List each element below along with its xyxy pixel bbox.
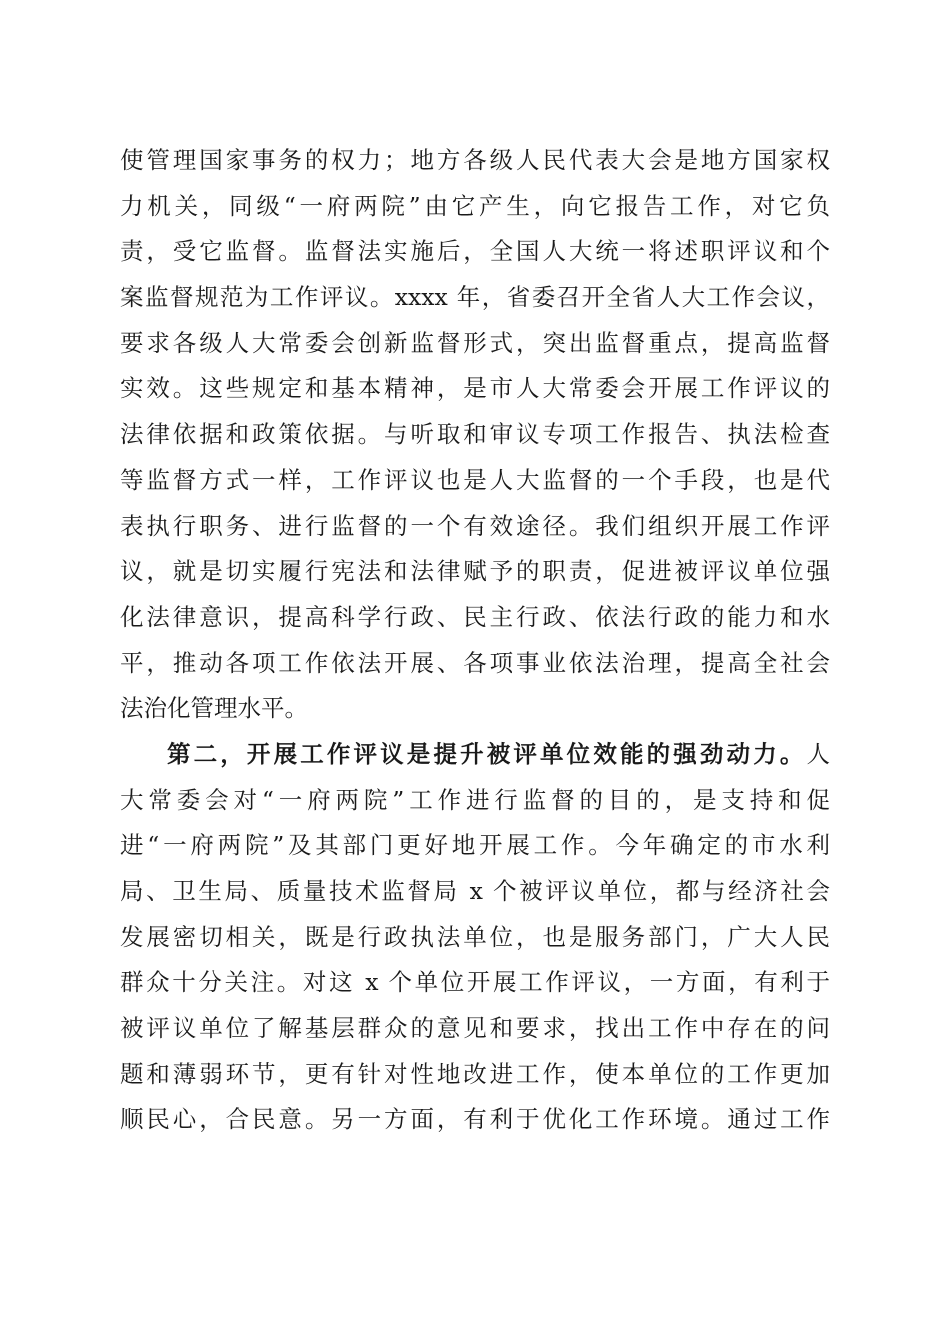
paragraph-line: 表执行职务、进行监督的一个有效途径。我们组织开展工作评 <box>120 511 830 540</box>
paragraph-line: 法律依据和政策依据。与听取和审议专项工作报告、执法检查 <box>120 420 830 449</box>
paragraph-line: 化法律意识，提高科学行政、民主行政、依法行政的能力和水 <box>120 602 830 631</box>
paragraph-2 <box>120 732 830 1143</box>
paragraph-line: 案监督规范为工作评议。xxxx 年，省委召开全省人大工作会议， <box>120 283 830 312</box>
paragraph-line: 等监督方式一样，工作评议也是人大监督的一个手段，也是代 <box>120 465 830 494</box>
paragraph-line: 题和薄弱环节，更有针对性地改进工作，使本单位的工作更加 <box>120 1059 830 1088</box>
paragraph-line: 实效。这些规定和基本精神，是市人大常委会开展工作评议的 <box>120 374 830 403</box>
paragraph-heading: 第二，开展工作评议是提升被评单位效能的强劲动力。 <box>167 739 807 768</box>
paragraph-line: 法治化管理水平。 <box>120 694 308 723</box>
paragraph-line: 群众十分关注。对这 x 个单位开展工作评议，一方面，有利于 <box>120 968 830 997</box>
paragraph-line: 顺民心，合民意。另一方面，有利于优化工作环境。通过工作 <box>120 1105 830 1134</box>
paragraph-line: 议，就是切实履行宪法和法律赋予的职责，促进被评议单位强 <box>120 557 830 586</box>
paragraph-line: 平，推动各项工作依法开展、各项事业依法治理，提高全社会 <box>120 648 830 677</box>
paragraph-line: 被评议单位了解基层群众的意见和要求，找出工作中存在的问 <box>120 1014 830 1043</box>
paragraph-line: 使管理国家事务的权力；地方各级人民代表大会是地方国家权 <box>120 146 830 174</box>
paragraph-line: 要求各级人大常委会创新监督形式，突出监督重点，提高监督 <box>120 328 830 357</box>
paragraph-line: 局、卫生局、质量技术监督局 x 个被评议单位，都与经济社会 <box>120 877 830 905</box>
document-body <box>120 138 830 1143</box>
paragraph-line: 力机关，同级“一府两院”由它产生，向它报告工作，对它负 <box>120 191 830 220</box>
paragraph-line: 大常委会对“一府两院”工作进行监督的目的，是支持和促 <box>120 785 830 814</box>
paragraph-line: 发展密切相关，既是行政执法单位，也是服务部门，广大人民 <box>120 922 830 951</box>
paragraph-heading-continuation: 人 <box>806 739 830 768</box>
paragraph-1 <box>120 138 830 732</box>
paragraph-first-line <box>120 732 830 778</box>
paragraph-line: 责，受它监督。监督法实施后，全国人大统一将述职评议和个 <box>120 237 830 266</box>
paragraph-line: 进“一府两院”及其部门更好地开展工作。今年确定的市水利 <box>120 831 830 860</box>
